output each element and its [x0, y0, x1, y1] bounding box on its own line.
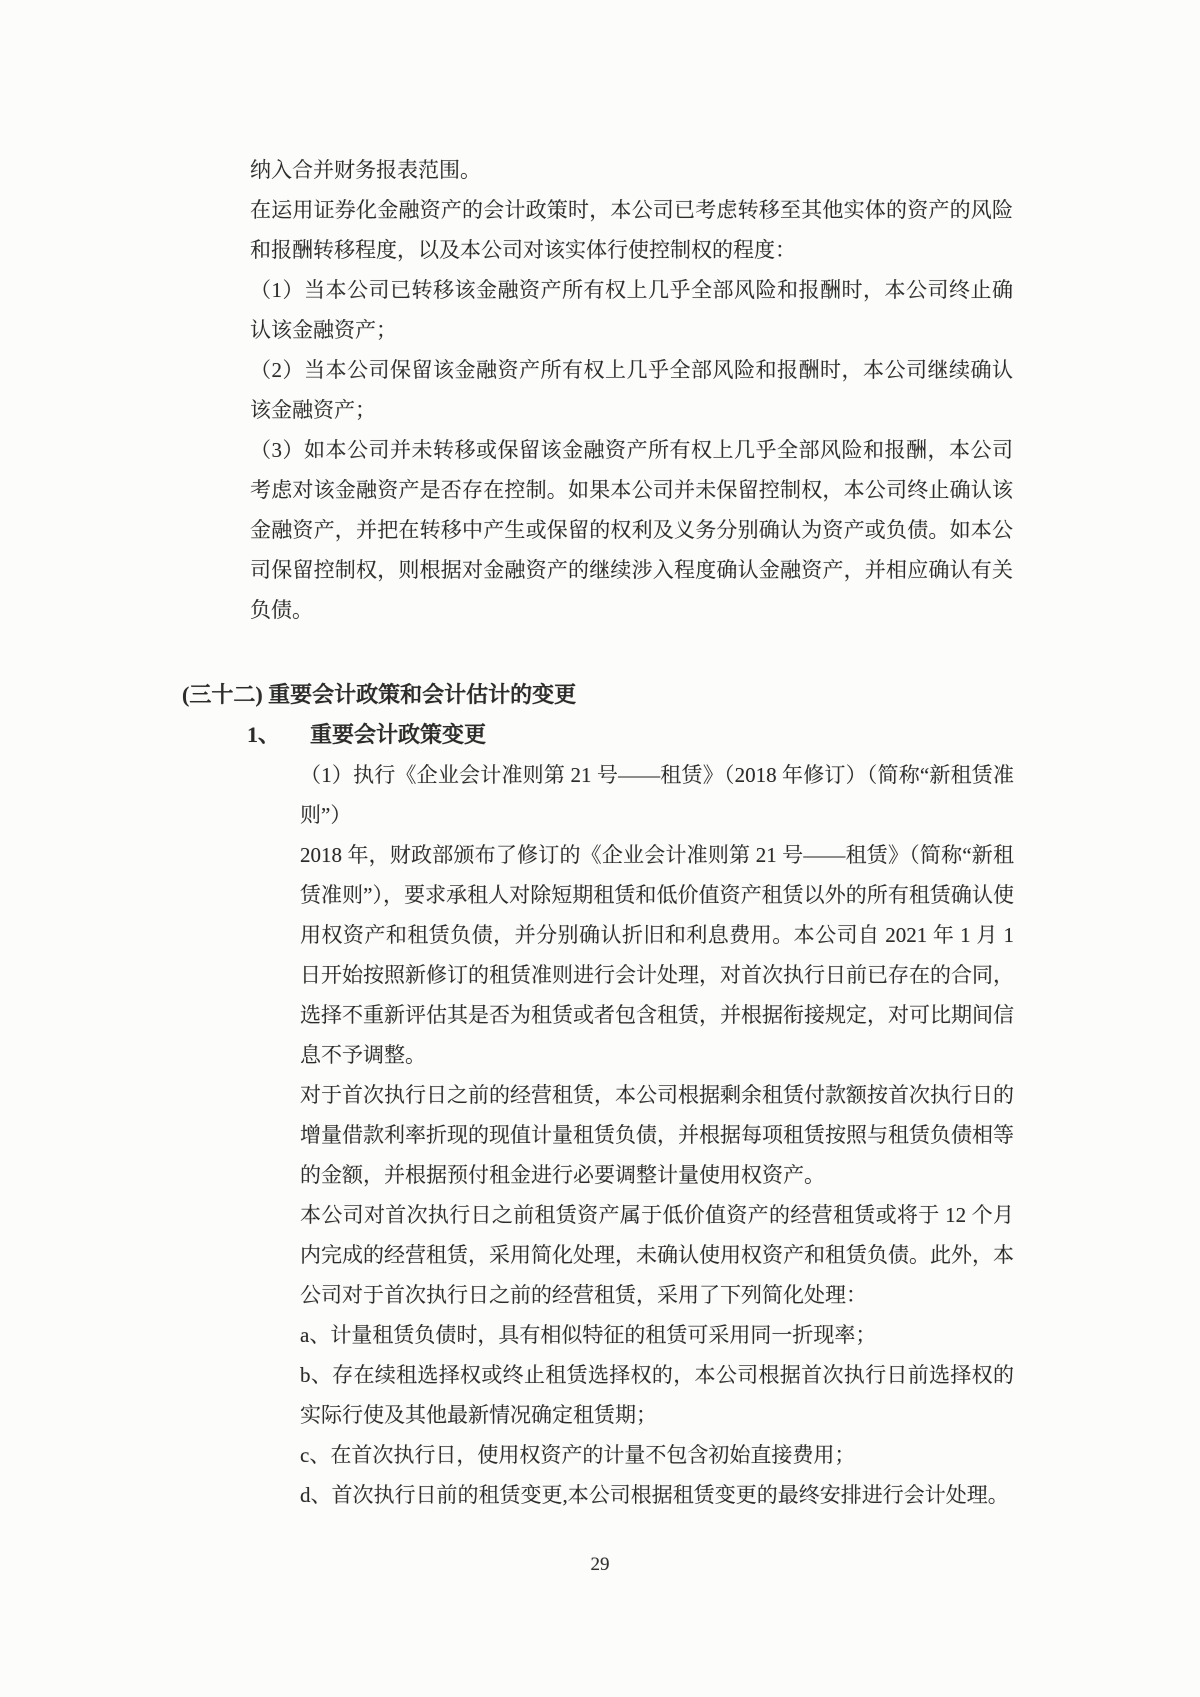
body-paragraph: 2018 年，财政部颁布了修订的《企业会计准则第 21 号——租赁》（简称“新租赁准则”），要求承租人对除短期租赁和低价值资产租赁以外的所有租赁确认使用权资产和租赁负债，并分别确认折旧和利息费用。本公司自 2021 年 1 月 1 日开始按照新修订的租赁准则进行会计处理，对首次执行日前已存在的合同，选择不重新评估其是否为租赁或者包含租赁，并根据衔接规定，对可比期间信息不予调整。 — [300, 843, 1014, 1067]
subsection-title: 重要会计政策变更 — [310, 722, 487, 747]
intro-paragraph: （3）如本公司并未转移或保留该金融资产所有权上几乎全部风险和报酬，本公司考虑对该金融资产是否存在控制。如果本公司并未保留控制权，本公司终止确认该金融资产，并把在转移中产生或保留的权利及义务分别确认为资产或负债。如本公司保留控制权，则根据对金融资产的继续涉入程度确认金融资产，并相应确认有关负债。 — [250, 438, 1013, 622]
intro-paragraph: （1）当本公司已转移该金融资产所有权上几乎全部风险和报酬时，本公司终止确认该金融资产； — [250, 278, 1013, 342]
intro-paragraph: 在运用证券化金融资产的会计政策时，本公司已考虑转移至其他实体的资产的风险和报酬转移程度，以及本公司对该实体行使控制权的程度： — [250, 198, 1013, 262]
body-paragraph: 对于首次执行日之前的经营租赁，本公司根据剩余租赁付款额按首次执行日的增量借款利率折现的现值计量租赁负债，并根据每项租赁按照与租赁负债相等的金额，并根据预付租金进行必要调整计量使用权资产。 — [300, 1083, 1014, 1187]
body-paragraph: （1）执行《企业会计准则第 21 号——租赁》（2018 年修订）（简称“新租赁准则”） — [300, 763, 1014, 827]
intro-block — [250, 150, 1013, 630]
page-number: 29 — [590, 1554, 610, 1575]
body-paragraph: d、首次执行日前的租赁变更,本公司根据租赁变更的最终安排进行会计处理。 — [300, 1483, 1009, 1507]
intro-paragraph: 纳入合并财务报表范围。 — [250, 158, 481, 182]
subsection-number: 1、 — [247, 722, 281, 747]
body-paragraph: c、在首次执行日，使用权资产的计量不包含初始直接费用； — [300, 1443, 856, 1467]
body-paragraph: a、计量租赁负债时，具有相似特征的租赁可采用同一折现率； — [300, 1323, 877, 1347]
document-body — [0, 150, 1200, 1515]
section-heading: (三十二) 重要会计政策和会计估计的变更 — [182, 682, 577, 707]
intro-paragraph: （2）当本公司保留该金融资产所有权上几乎全部风险和报酬时，本公司继续确认该金融资产； — [250, 358, 1013, 422]
policy-change-block — [300, 755, 1014, 1515]
body-paragraph: b、存在续租选择权或终止租赁选择权的，本公司根据首次执行日前选择权的实际行使及其他最新情况确定租赁期； — [300, 1363, 1014, 1427]
subsection-heading — [247, 715, 1200, 755]
body-paragraph: 本公司对首次执行日之前租赁资产属于低价值资产的经营租赁或将于 12 个月内完成的经营租赁，采用简化处理，未确认使用权资产和租赁负债。此外，本公司对于首次执行日之前的经营租赁，采用了下列简化处理： — [300, 1203, 1014, 1307]
